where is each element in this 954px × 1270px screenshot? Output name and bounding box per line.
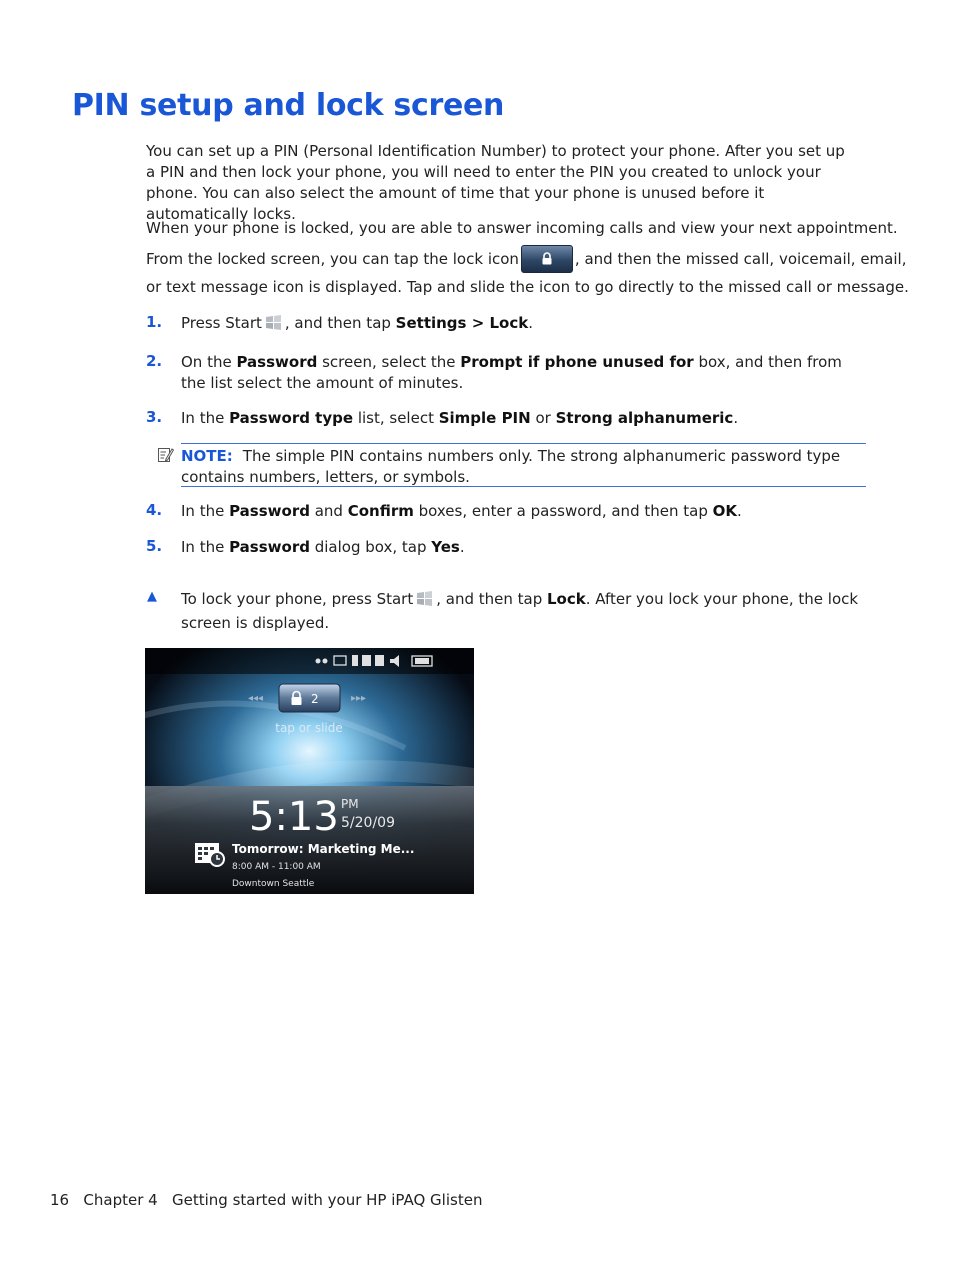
step-3-text bbox=[181, 408, 871, 429]
step-2-d: Prompt if phone unused for bbox=[460, 353, 694, 371]
step-5-b: Password bbox=[229, 538, 310, 556]
step-4-c: and bbox=[309, 502, 348, 520]
note-body: The simple PIN contains numbers only. The strong alphanumeric password type contains numbers, letters, or symbols. bbox=[181, 447, 841, 486]
lock-count: 2 bbox=[311, 692, 319, 706]
note-label: NOTE: bbox=[181, 447, 233, 465]
step-3-b: Password type bbox=[229, 409, 354, 427]
right-arrows-icon: ▸▸▸ bbox=[351, 693, 367, 704]
locked-paragraph-line3: or text message icon is displayed. Tap and slide the icon to go directly to the missed call or message. bbox=[146, 278, 909, 296]
page-title: PIN setup and lock screen bbox=[72, 88, 505, 123]
footer-chapter-title: Getting started with your HP iPAQ Glisten bbox=[172, 1191, 483, 1209]
step-1-c: Settings > Lock bbox=[395, 314, 529, 332]
step-3-g: . bbox=[733, 409, 739, 427]
step-3-e: or bbox=[530, 409, 556, 427]
page-footer bbox=[50, 1191, 482, 1209]
phone-screen-art bbox=[145, 648, 474, 894]
lock-step-a: To lock your phone, press Start bbox=[181, 590, 414, 608]
note-text bbox=[181, 446, 866, 488]
step-4-f: OK bbox=[712, 502, 737, 520]
lock-step-d: . After you lock your phone, the lock screen is displayed. bbox=[181, 590, 859, 632]
step-2-e: box, and then from the list select the amount of minutes. bbox=[181, 353, 842, 392]
clock-date: 5/20/09 bbox=[341, 815, 395, 831]
windows-start-icon bbox=[415, 590, 434, 607]
note-icon bbox=[157, 446, 174, 463]
step-1-b: , and then tap bbox=[284, 314, 396, 332]
page-number: 16 bbox=[50, 1191, 70, 1209]
phone-lock-screen bbox=[145, 648, 474, 894]
intro-paragraph: You can set up a PIN (Personal Identification Number) to protect your phone. After you set up a PIN and then lock your phone, you will need to enter the PIN you created to unlock your phone. You can also select the amount of time that your phone is unused before it automatically locks. bbox=[146, 142, 845, 223]
clock-ampm: PM bbox=[341, 797, 359, 811]
tap-or-slide-hint: tap or slide bbox=[275, 721, 343, 735]
step-1-number: 1. bbox=[146, 313, 163, 331]
clock-time: 5:13 bbox=[249, 794, 339, 840]
appointment-title: Tomorrow: Marketing Me... bbox=[232, 842, 415, 856]
lock-icon bbox=[521, 245, 573, 273]
lock-step-b: , and then tap bbox=[436, 590, 547, 608]
appointment-time: 8:00 AM - 11:00 AM bbox=[232, 862, 321, 872]
step-3-c: list, select bbox=[353, 409, 439, 427]
step-3-f: Strong alphanumeric bbox=[555, 409, 734, 427]
step-4-text bbox=[181, 501, 871, 522]
step-3-a: In the bbox=[181, 409, 230, 427]
left-arrows-icon: ◂◂◂ bbox=[248, 693, 264, 704]
note-box bbox=[181, 443, 866, 487]
triangle-bullet-icon: ▲ bbox=[147, 589, 157, 604]
locked-line2-post: , and then the missed call, voicemail, email, bbox=[574, 250, 907, 268]
step-2-b: Password bbox=[236, 353, 318, 371]
locked-paragraph-line1: When your phone is locked, you are able to answer incoming calls and view your next appointment. bbox=[146, 219, 898, 237]
step-2-number: 2. bbox=[146, 352, 163, 370]
footer-chapter: Chapter 4 bbox=[83, 1191, 158, 1209]
step-5-d: Yes bbox=[431, 538, 460, 556]
step-4-number: 4. bbox=[146, 501, 163, 519]
step-4-e: boxes, enter a password, and then tap bbox=[413, 502, 713, 520]
locked-paragraph-line2 bbox=[146, 245, 907, 273]
step-5-number: 5. bbox=[146, 537, 163, 555]
step-5-e: . bbox=[459, 538, 465, 556]
windows-start-icon bbox=[264, 314, 283, 331]
step-5-a: In the bbox=[181, 538, 230, 556]
step-1-a: Press Start bbox=[181, 314, 262, 332]
lock-step-c: Lock bbox=[547, 590, 586, 608]
step-2-a: On the bbox=[181, 353, 237, 371]
step-3-d: Simple PIN bbox=[438, 409, 531, 427]
step-4-a: In the bbox=[181, 502, 230, 520]
step-2-c: screen, select the bbox=[317, 353, 461, 371]
step-5-c: dialog box, tap bbox=[309, 538, 432, 556]
step-1-d: . bbox=[528, 314, 533, 332]
step-5-text bbox=[181, 537, 871, 558]
step-2-text bbox=[181, 352, 871, 394]
step-4-b: Password bbox=[229, 502, 310, 520]
step-4-g: . bbox=[736, 502, 742, 520]
step-4-d: Confirm bbox=[347, 502, 414, 520]
locked-line2-pre: From the locked screen, you can tap the lock icon bbox=[146, 250, 519, 268]
step-3-number: 3. bbox=[146, 408, 163, 426]
lock-step-text bbox=[181, 587, 871, 635]
appointment-location: Downtown Seattle bbox=[232, 879, 315, 889]
step-1-text bbox=[181, 313, 871, 334]
